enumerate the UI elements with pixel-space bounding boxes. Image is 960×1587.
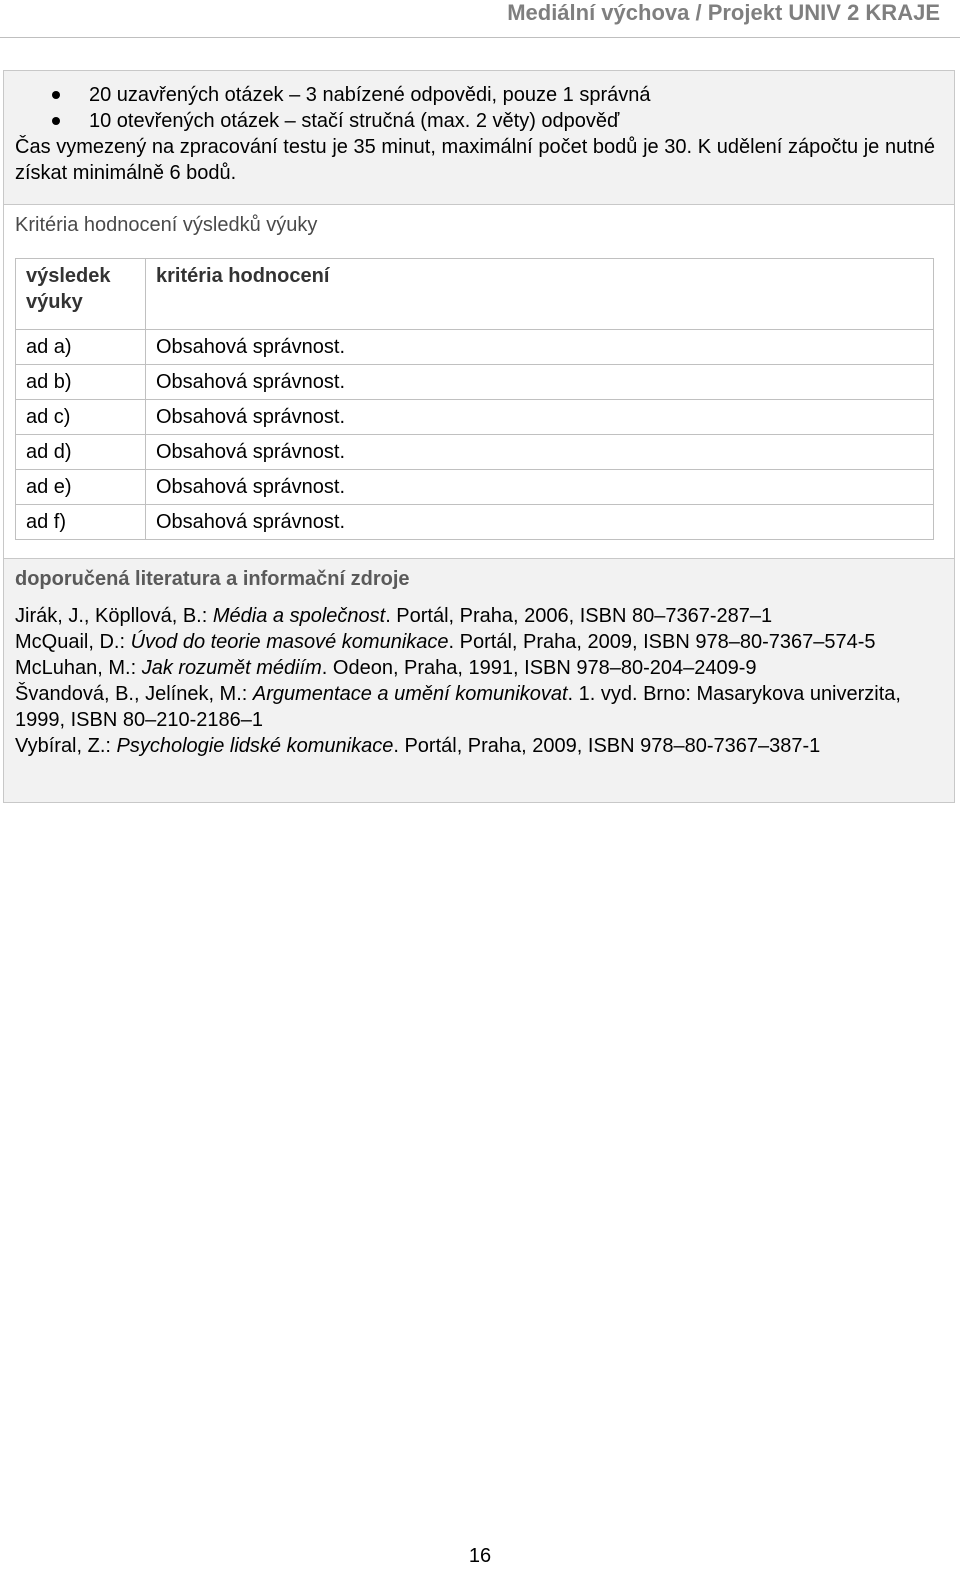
table-cell-result: ad d) [16,435,146,470]
literature-publication: . 1. vyd. Brno: Masarykova univerzita, 1999, ISBN 80–210-2186–1 [15,683,901,731]
literature-author: Švandová, B., Jelínek, M.: [15,683,253,705]
test-info-paragraph: Čas vymezený na zpracování testu je 35 minut, maximální počet bodů je 30. K udělení zápočtu je nutné získat minimálně 6 bodů. [15,136,935,184]
literature-author: McQuail, D.: [15,631,131,653]
table-cell-result: ad b) [16,365,146,400]
column-header-result: výsledek výuky [16,259,146,330]
table-cell-criteria: Obsahová správnost. [146,505,934,540]
literature-author: Vybíral, Z.: [15,735,117,757]
bullet-icon [52,91,60,99]
table-cell-criteria: Obsahová správnost. [146,400,934,435]
table-row [16,505,934,540]
table-header-row [16,259,934,330]
table-row [16,365,934,400]
literature-publication: . Portál, Praha, 2009, ISBN 978–80-7367–387-1 [393,735,821,757]
literature-item [15,603,935,629]
table-row [16,470,934,505]
criteria-table [15,258,934,540]
table-cell-result: ad e) [16,470,146,505]
page-header-title: Mediální výchova / Projekt UNIV 2 KRAJE [507,0,940,25]
criteria-title: Kritéria hodnocení výsledků výuky [15,214,318,236]
list-item [52,82,651,108]
literature-work-title: Psychologie lidské komunikace [116,735,394,757]
literature-work-title: Média a společnost [212,605,386,627]
page-number: 16 [468,1545,492,1567]
literature-list [15,603,935,759]
literature-item [15,655,935,681]
literature-author: Jirák, J., Köpllová, B.: [15,605,213,627]
literature-publication: . Portál, Praha, 2006, ISBN 80–7367-287–1 [385,605,773,627]
literature-author: McLuhan, M.: [15,657,142,679]
literature-item [15,733,935,759]
bullet-text: 20 uzavřených otázek – 3 nabízené odpovědi, pouze 1 správná [89,84,651,106]
literature-item [15,681,935,733]
table-cell-criteria: Obsahová správnost. [146,470,934,505]
table-cell-criteria: Obsahová správnost. [146,435,934,470]
table-cell-result: ad a) [16,330,146,365]
header-divider [0,37,960,38]
literature-title: doporučená literatura a informační zdroje [15,568,410,590]
table-row [16,435,934,470]
literature-work-title: Argumentace a umění komunikovat [252,683,568,705]
table-cell-result: ad c) [16,400,146,435]
literature-publication: . Odeon, Praha, 1991, ISBN 978–80-204–2409-9 [321,657,757,679]
list-item [52,108,651,134]
table-cell-criteria: Obsahová správnost. [146,330,934,365]
table-cell-result: ad f) [16,505,146,540]
bullet-text: 10 otevřených otázek – stačí stručná (max. 2 věty) odpověď [89,110,620,132]
literature-item [15,629,935,655]
table-row [16,330,934,365]
literature-work-title: Jak rozumět médiím [141,657,322,679]
literature-work-title: Úvod do teorie masové komunikace [130,631,449,653]
test-question-list [52,82,651,134]
table-row [16,400,934,435]
bullet-icon [52,117,60,125]
literature-publication: . Portál, Praha, 2009, ISBN 978–80-7367–574-5 [448,631,876,653]
table-cell-criteria: Obsahová správnost. [146,365,934,400]
column-header-criteria: kritéria hodnocení [146,259,934,330]
